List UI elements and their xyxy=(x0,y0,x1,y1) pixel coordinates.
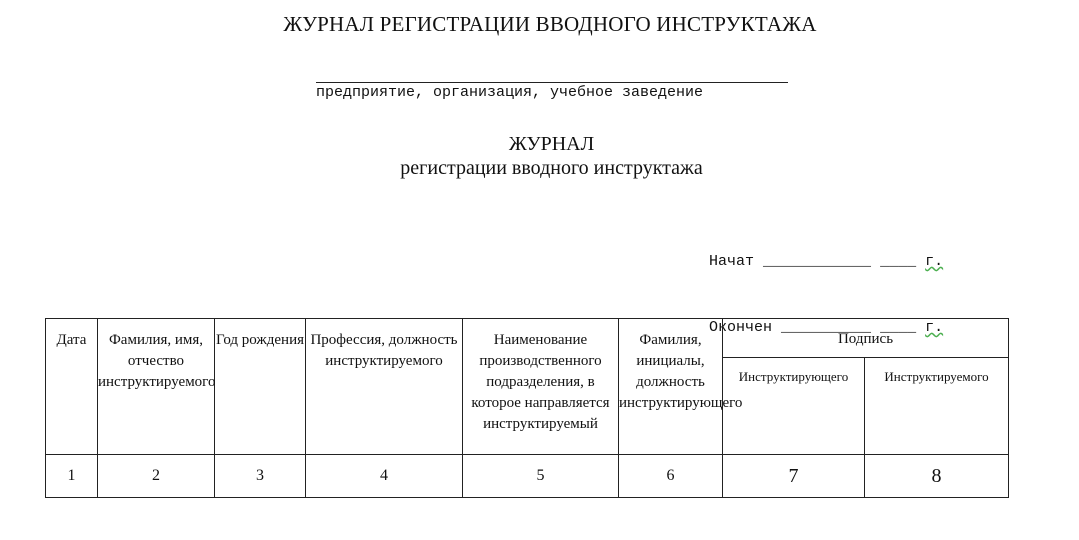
ended-label: Окончен xyxy=(709,319,773,336)
ended-date-blank: __________ xyxy=(781,319,872,336)
column-number-6: 6 xyxy=(619,455,723,498)
ended-year-suffix: г. xyxy=(925,319,944,336)
column-number-1: 1 xyxy=(46,455,98,498)
header-signature-trainee: Инструктируемого xyxy=(865,358,1009,455)
header-signature-instructor: Инструктирующего xyxy=(723,358,865,455)
started-date-blank: ____________ xyxy=(763,253,872,270)
column-number-7: 7 xyxy=(723,455,865,498)
header-date: Дата xyxy=(46,319,98,455)
journal-subtitle: регистрации вводного инструктажа xyxy=(400,157,703,179)
column-number-2: 2 xyxy=(98,455,215,498)
started-label: Начат xyxy=(709,253,755,270)
column-number-4: 4 xyxy=(306,455,463,498)
header-instructor: Фамилия, инициалы, должность инструктирующего xyxy=(619,319,723,455)
started-row xyxy=(709,251,943,273)
journal-table xyxy=(45,318,1009,498)
organization-blank-line xyxy=(316,82,788,83)
started-year-blank: ____ xyxy=(880,253,917,270)
column-number-5: 5 xyxy=(463,455,619,498)
journal-title: ЖУРНАЛ xyxy=(508,133,595,155)
header-signature: Подпись xyxy=(723,319,1009,358)
column-number-3: 3 xyxy=(215,455,306,498)
column-number-8: 8 xyxy=(865,455,1009,498)
header-profession: Профессия, должность инструктируемого xyxy=(306,319,463,455)
started-year-suffix: г. xyxy=(925,253,944,270)
ended-year-blank: ____ xyxy=(880,319,917,336)
header-department: Наименование производственного подразделения, в которое направляется инструктируемый xyxy=(463,319,619,455)
header-birth-year: Год рождения xyxy=(215,319,306,455)
organization-caption: предприятие, организация, учебное заведение xyxy=(316,84,704,101)
document-heading: ЖУРНАЛ РЕГИСТРАЦИИ ВВОДНОГО ИНСТРУКТАЖА xyxy=(283,12,817,36)
header-name: Фамилия, имя, отчество инструктируемого xyxy=(98,319,215,455)
header-row xyxy=(46,319,1009,358)
column-number-row xyxy=(46,455,1009,498)
